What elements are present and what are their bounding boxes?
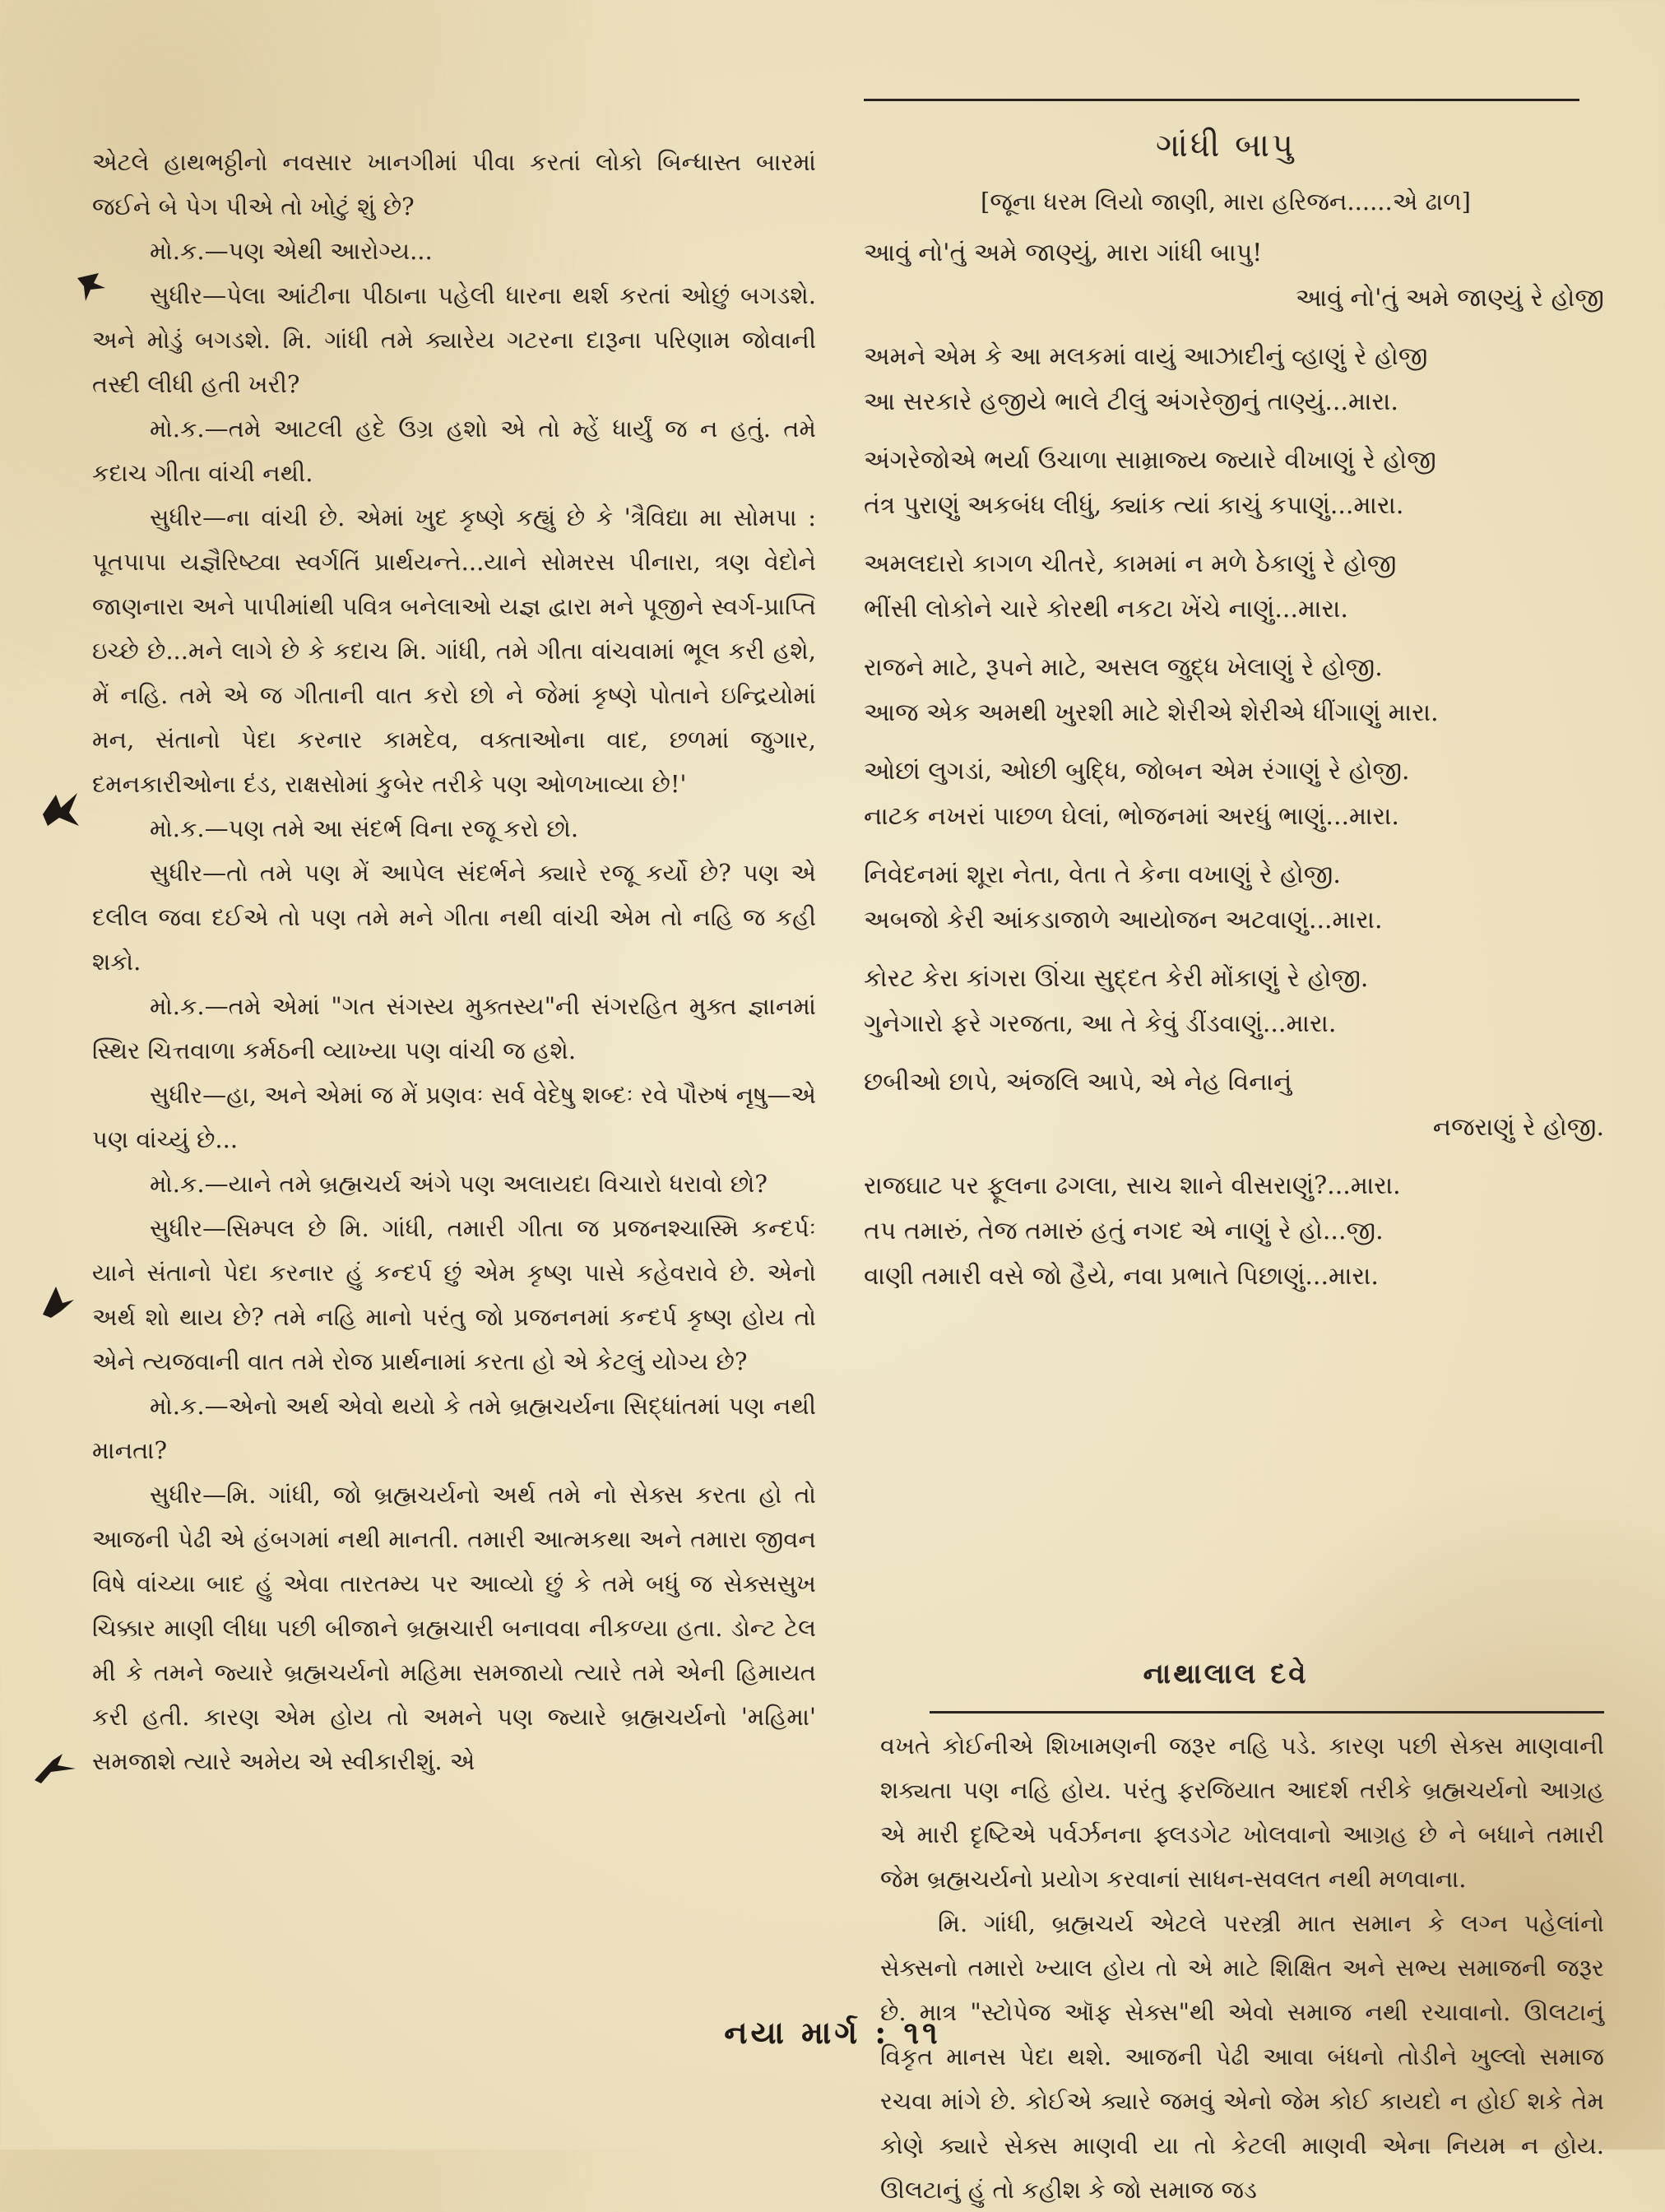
poem-line: આજ એક અમથી ખુરશી માટે શેરીએ શેરીએ ધીંગાણું મારા. bbox=[864, 698, 1439, 727]
torn-edge-mark bbox=[33, 1752, 79, 1785]
poem-tune-note: [જૂના ધરમ લિયો જાણી, મારા હરિજન......એ ઢાળ] bbox=[981, 188, 1471, 216]
left-paragraph: સુધીર—મિ. ગાંધી, જો બ્રહ્મચર્યનો અર્થ તમે નો સેક્સ કરતા હો તો આજની પેઢી એ હંબગમાં નથી માનતી. તમારી આત્મકથા અને તમારા જીવન વિષે વાંચ્યા બાદ હું એવા તારતમ્ય પર આવ્યો છું કે તમે બધું જ સેક્સસુખ ચિક્કાર માણી લીધા પછી બીજાને બ્રહ્મચારી બનાવવા નીકળ્યા હતા. ડોન્ટ ટેલ મી કે તમને જ્યારે બ્રહ્મચર્યનો મહિમા સમજાયો ત્યારે તમે એની હિમાયત કરી હતી. કારણ એમ હોય તો અમને પણ જ્યારે બ્રહ્મચર્યનો 'મહિમા' સમજાશે ત્યારે અમેય એ સ્વીકારીશું. એ bbox=[92, 1481, 816, 1775]
poem-line: રાજને માટે, રૂપને માટે, અસલ જુદ્ધ ખેલાણું રે હોજી. bbox=[864, 653, 1383, 682]
left-column-article bbox=[92, 140, 816, 1783]
poem-line: તપ તમારું, તેજ તમારું હતું નગદ એ નાણું રે હો...જી. bbox=[864, 1217, 1384, 1245]
torn-edge-mark bbox=[39, 1283, 77, 1321]
middle-divider bbox=[930, 1711, 1604, 1713]
poem-line: આ સરકારે હજીયે ભાલે ટીલું અંગરેજીનું તાણ્યું...મારા. bbox=[864, 387, 1398, 416]
poem-line: તંત્ર પુરાણું અકબંધ લીધું, ક્યાંક ત્યાં કાચું કપાણું...મારા. bbox=[864, 491, 1404, 520]
top-divider bbox=[864, 99, 1579, 101]
poem-line: કોરટ કેરા કાંગરા ઊંચા સુદ્દત કેરી મોંકાણું રે હોજી. bbox=[864, 964, 1369, 993]
poem-line: આવું નો'તું અમે જાણ્યું, મારા ગાંધી બાપુ! bbox=[864, 239, 1263, 267]
poem-line: અમલદારો કાગળ ચીતરે, કામમાં ન મળે ઠેકાણું રે હોજી bbox=[864, 550, 1397, 578]
poem-line: નજરાણું રે હોજી. bbox=[1432, 1113, 1604, 1142]
poem-line: અંગરેજોએ ભર્યા ઉચાળા સામ્રાજ્ય જ્યારે વીખાણું રે હોજી bbox=[864, 446, 1436, 475]
poem-line: આવું નો'તું અમે જાણ્યું રે હોજી bbox=[1295, 284, 1604, 313]
left-paragraph: સુધીર—પેલા આંટીના પીઠાના પહેલી ધારના થર્શ કરતાં ઓછું બગડશે. અને મોડું બગડશે. મિ. ગાંધી તમે ક્યારેય ગટરના દારૂના પરિણામ જોવાની તસ્દી લીધી હતી ખરી? bbox=[92, 281, 816, 398]
page-footer: નયા માર્ગ : ૧૧ bbox=[724, 2014, 941, 2051]
poem-line: વાણી તમારી વસે જો હૈયે, નવા પ્રભાતે પિછાણું...મારા. bbox=[864, 1262, 1379, 1291]
poem-line: છબીઓ છાપે, અંજલિ આપે, એ નેહ વિનાનું bbox=[864, 1068, 1292, 1097]
torn-edge-mark bbox=[41, 790, 82, 831]
left-paragraph: મો.ક.—પણ એથી આરોગ્ય... bbox=[150, 237, 433, 265]
right-paragraph: વખતે કોઈનીએ શિખામણની જરૂર નહિ પડે. કારણ પછી સેક્સ માણવાની શક્યતા પણ નહિ હોય. પરંતુ ફરજિયાત આદર્શ તરીકે બ્રહ્મચર્યનો આગ્રહ એ મારી દૃષ્ટિએ પર્વર્ઝનના ફ્લડગેટ ખોલવાનો આગ્રહ છે ને બધાને તમારી જેમ બ્રહ્મચર્યનો પ્રયોગ કરવાનાં સાધન-સવલત નથી મળવાના. bbox=[880, 1732, 1604, 1893]
left-paragraph: સુધીર—હા, અને એમાં જ મેં પ્રણવઃ સર્વ વેદેષુ શબ્દઃ રવે પૌરુષં નૃષુ—એ પણ વાંચ્યું છે... bbox=[92, 1081, 816, 1153]
left-paragraph: મો.ક.—યાને તમે બ્રહ્મચર્ય અંગે પણ અલાયદા વિચારો ધરાવો છો? bbox=[150, 1170, 768, 1198]
poem-line: અબજો કેરી આંકડાજાળે આયોજન અટવાણું...મારા. bbox=[864, 906, 1383, 934]
poem-author: નાથાલાલ દવે bbox=[1143, 1658, 1309, 1690]
poem-line: અમને એમ કે આ મલકમાં વાયું આઝાદીનું વ્હાણું રે હોજી bbox=[864, 342, 1428, 371]
right-paragraph: મિ. ગાંધી, બ્રહ્મચર્ય એટલે પરસ્ત્રી માત સમાન કે લગ્ન પહેલાંનો સેક્સનો તમારો ખ્યાલ હોય તો એ માટે શિક્ષિત અને સભ્ય સમાજની જરૂર છે. માત્ર "સ્ટોપેજ ઑફ સેક્સ"થી એવો સમાજ નથી રચાવાનો. ઊલટાનું વિકૃત માનસ પેદા થશે. આજની પેઢી આવા બંધનો તોડીને ખુલ્લો સમાજ રચવા માંગે છે. કોઈએ ક્યારે જમવું એનો જેમ કોઈ કાયદો ન હોઈ શકે તેમ કોણે ક્યારે સેક્સ માણવી યા તો કેટલી માણવી એના નિયમ ન હોય. ઊલટાનું હું તો કહીશ કે જો સમાજ જડ bbox=[880, 1909, 1604, 2204]
poem-line: નાટક નખરાં પાછળ ઘેલાં, ભોજનમાં અરધું ભાણું...મારા. bbox=[864, 802, 1399, 831]
torn-edge-mark bbox=[76, 271, 109, 304]
poem-line: ઓછાં લુગડાં, ઓછી બુદ્ધિ, જોબન એમ રંગાણું રે હોજી. bbox=[864, 757, 1410, 786]
left-paragraph: મો.ક.—તમે એમાં "ગત સંગસ્ય મુક્તસ્ય"ની સંગરહિત મુક્ત જ્ઞાનમાં સ્થિર ચિત્તવાળા કર્મઠની વ્યાખ્યા પણ વાંચી જ હશે. bbox=[92, 992, 816, 1064]
right-column-article bbox=[880, 1723, 1604, 2212]
poem-line: નિવેદનમાં શૂરા નેતા, વેતા તે કેના વખાણું રે હોજી. bbox=[864, 860, 1341, 889]
left-paragraph: મો.ક.—એનો અર્થ એવો થયો કે તમે બ્રહ્મચર્યના સિદ્ધાંતમાં પણ નથી માનતા? bbox=[92, 1392, 816, 1464]
left-paragraph: સુધીર—સિમ્પલ છે મિ. ગાંધી, તમારી ગીતા જ પ્રજનશ્ચાસ્મિ કન્દર્પઃ યાને સંતાનો પેદા કરનાર હું કન્દર્પ છું એમ કૃષ્ણ પાસે કહેવરાવે છે. એનો અર્થ શો થાય છે? તમે નહિ માનો પરંતુ જો પ્રજનનમાં કન્દર્પ કૃષ્ણ હોય તો એને ત્યજવાની વાત તમે રોજ પ્રાર્થનામાં કરતા હો એ કેટલું યોગ્ય છે? bbox=[92, 1214, 816, 1375]
left-paragraph: મો.ક.—તમે આટલી હદે ઉગ્ર હશો એ તો મ્હેં ધાર્યું જ ન હતું. તમે કદાચ ગીતા વાંચી નથી. bbox=[92, 415, 816, 487]
left-paragraph: સુધીર—ના વાંચી છે. એમાં ખુદ કૃષ્ણે કહ્યું છે કે 'ત્રૈવિદ્યા મા સોમપા : પૂતપાપા યજ્ઞૈરિષ્ટ્વા સ્વર્ગતિં પ્રાર્થયન્તે...યાને સોમરસ પીનારા, ત્રણ વેદોને જાણનારા અને પાપીમાંથી પવિત્ર બનેલાઓ યજ્ઞ દ્વારા મને પૂજીને સ્વર્ગ-પ્રાપ્તિ ઇચ્છે છે...મને લાગે છે કે કદાચ મિ. ગાંધી, તમે ગીતા વાંચવામાં ભૂલ કરી હશે, મેં નહિ. તમે એ જ ગીતાની વાત કરો છો ને જેમાં કૃષ્ણે પોતાને ઇન્દ્રિયોમાં મન, સંતાનો પેદા કરનાર કામદેવ, વક્તાઓના વાદ, છળમાં જુગાર, દમનકારીઓના દંડ, રાક્ષસોમાં કુબેર તરીકે પણ ઓળખાવ્યા છે!' bbox=[92, 503, 816, 798]
left-paragraph: એટલે હાથભઠ્ઠીનો નવસાર ખાનગીમાં પીવા કરતાં લોકો બિન્ધાસ્ત બારમાં જઈને બે પેગ પીએ તો ખોટું શું છે? bbox=[92, 148, 816, 220]
poem-title: ગાંધી બાપુ bbox=[1155, 127, 1296, 165]
left-paragraph: મો.ક.—પણ તમે આ સંદર્ભ વિના રજૂ કરો છો. bbox=[150, 814, 579, 842]
left-paragraph: સુધીર—તો તમે પણ મેં આપેલ સંદર્ભને ક્યારે રજૂ કર્યો છે? પણ એ દલીલ જવા દઈએ તો પણ તમે મને ગીતા નથી વાંચી એમ તો નહિ જ કહી શકો. bbox=[92, 859, 816, 976]
poem-line: રાજઘાટ પર ફૂલના ઢગલા, સાચ શાને વીસરાણું?...મારા. bbox=[864, 1171, 1401, 1200]
poem-line: ભીંસી લોકોને ચારે કોરથી નકટા ખેંચે નાણું...મારા. bbox=[864, 595, 1348, 624]
poem-line: ગુનેગારો ફરે ગરજતા, આ તે કેવું ડીંડવાણું...મારા. bbox=[864, 1009, 1337, 1038]
